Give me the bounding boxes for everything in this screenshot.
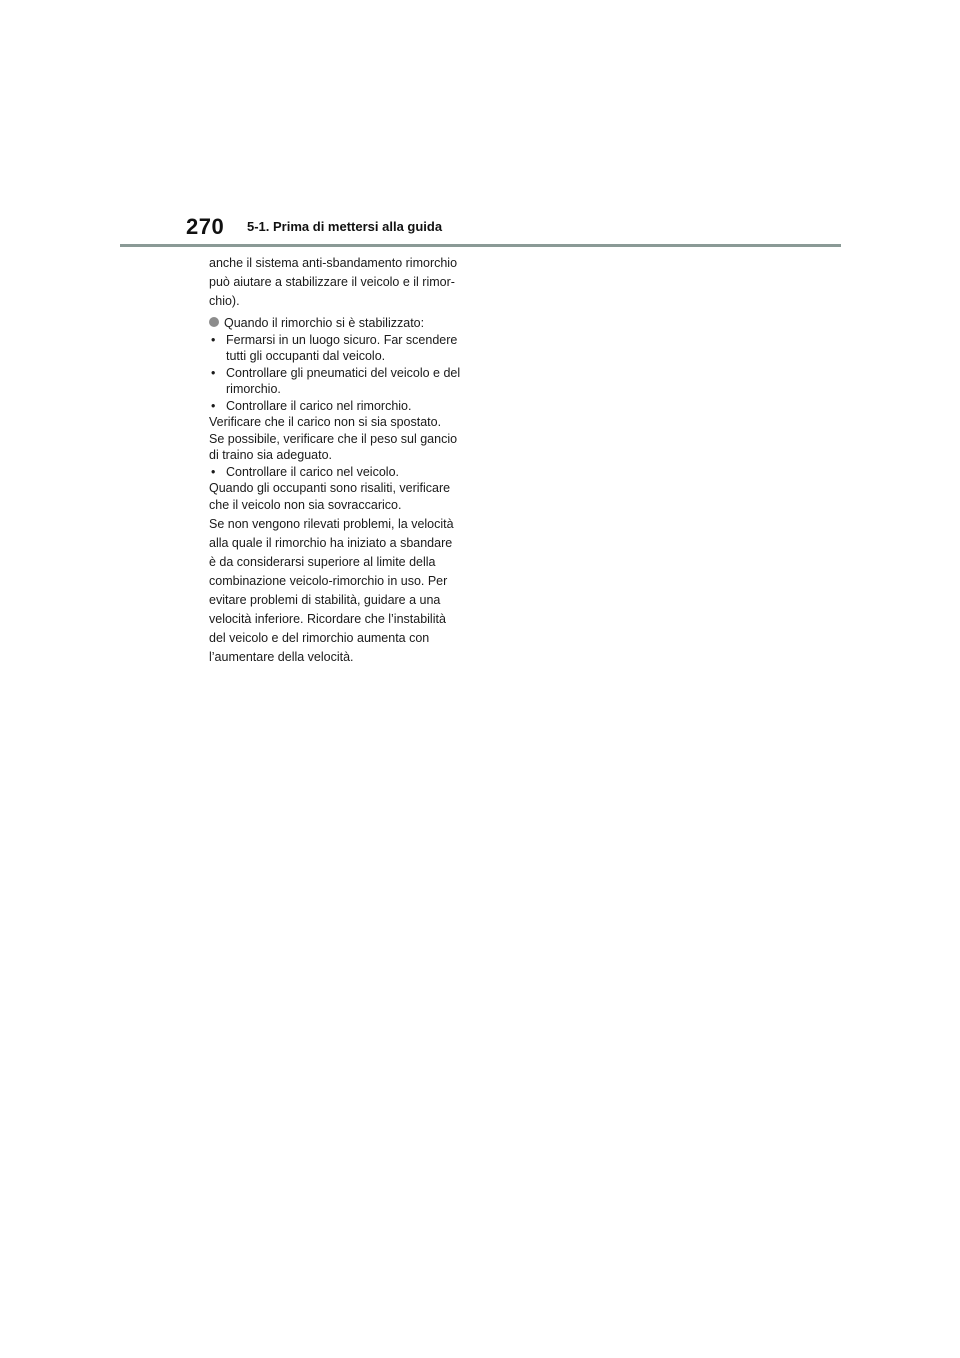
header-rule — [120, 244, 841, 247]
closing-line: l’aumentare della velocità. — [209, 650, 354, 664]
closing-line: è da considerarsi superiore al limite della — [209, 555, 436, 569]
note-line: che il veicolo non sia sovraccarico. — [209, 497, 402, 512]
section-title: 5-1. Prima di mettersi alla guida — [247, 219, 443, 234]
condition-heading-text: Quando il rimorchio si è stabilizzato: — [224, 316, 425, 330]
closing-line: evitare problemi di stabilità, guidare a una — [209, 593, 441, 607]
closing-line: alla quale il rimorchio ha iniziato a sbandare — [209, 536, 453, 550]
list-item — [209, 332, 471, 365]
intro-line: anche il sistema anti-sbandamento rimorchio — [209, 256, 458, 270]
list-item-text: Controllare il carico nel veicolo. — [226, 464, 399, 479]
note-line: Verificare che il carico non si sia spostato. — [209, 415, 442, 429]
list-item-text: Controllare gli pneumatici del veicolo e del rimorchio. — [226, 365, 461, 396]
list-item-text: Fermarsi in un luogo sicuro. Far scendere tutti gli occupanti dal veicolo. — [226, 332, 458, 363]
bullet-dot-icon: • — [211, 365, 216, 380]
closing-line: combinazione veicolo-rimorchio in uso. Per — [209, 574, 448, 588]
closing-line: del veicolo e del rimorchio aumenta con — [209, 631, 430, 645]
bullet-dot-icon: • — [211, 332, 216, 347]
note-line: Se possibile, verificare che il peso sul gancio — [209, 431, 458, 446]
closing-line: velocità inferiore. Ricordare che l’instabilità — [209, 612, 446, 626]
intro-line: chio). — [209, 294, 240, 308]
note-line: Quando gli occupanti sono risaliti, verificare — [209, 481, 451, 495]
filled-circle-icon — [209, 317, 219, 327]
page-content — [209, 254, 471, 667]
list-item — [209, 464, 471, 481]
list-item-text: Controllare il carico nel rimorchio. — [226, 398, 412, 413]
page-number: 270 — [186, 214, 225, 239]
list-item — [209, 398, 471, 415]
closing-line: Se non vengono rilevati problemi, la velocità — [209, 517, 454, 531]
note-line: di traino sia adeguato. — [209, 448, 333, 462]
condition-heading — [209, 315, 471, 332]
bullet-dot-icon: • — [211, 464, 216, 479]
list-item — [209, 365, 471, 398]
bullet-dot-icon: • — [211, 398, 216, 413]
closing-paragraph — [209, 515, 471, 667]
intro-line: può aiutare a stabilizzare il veicolo e il rimor- — [209, 275, 455, 289]
intro-paragraph — [209, 254, 471, 311]
